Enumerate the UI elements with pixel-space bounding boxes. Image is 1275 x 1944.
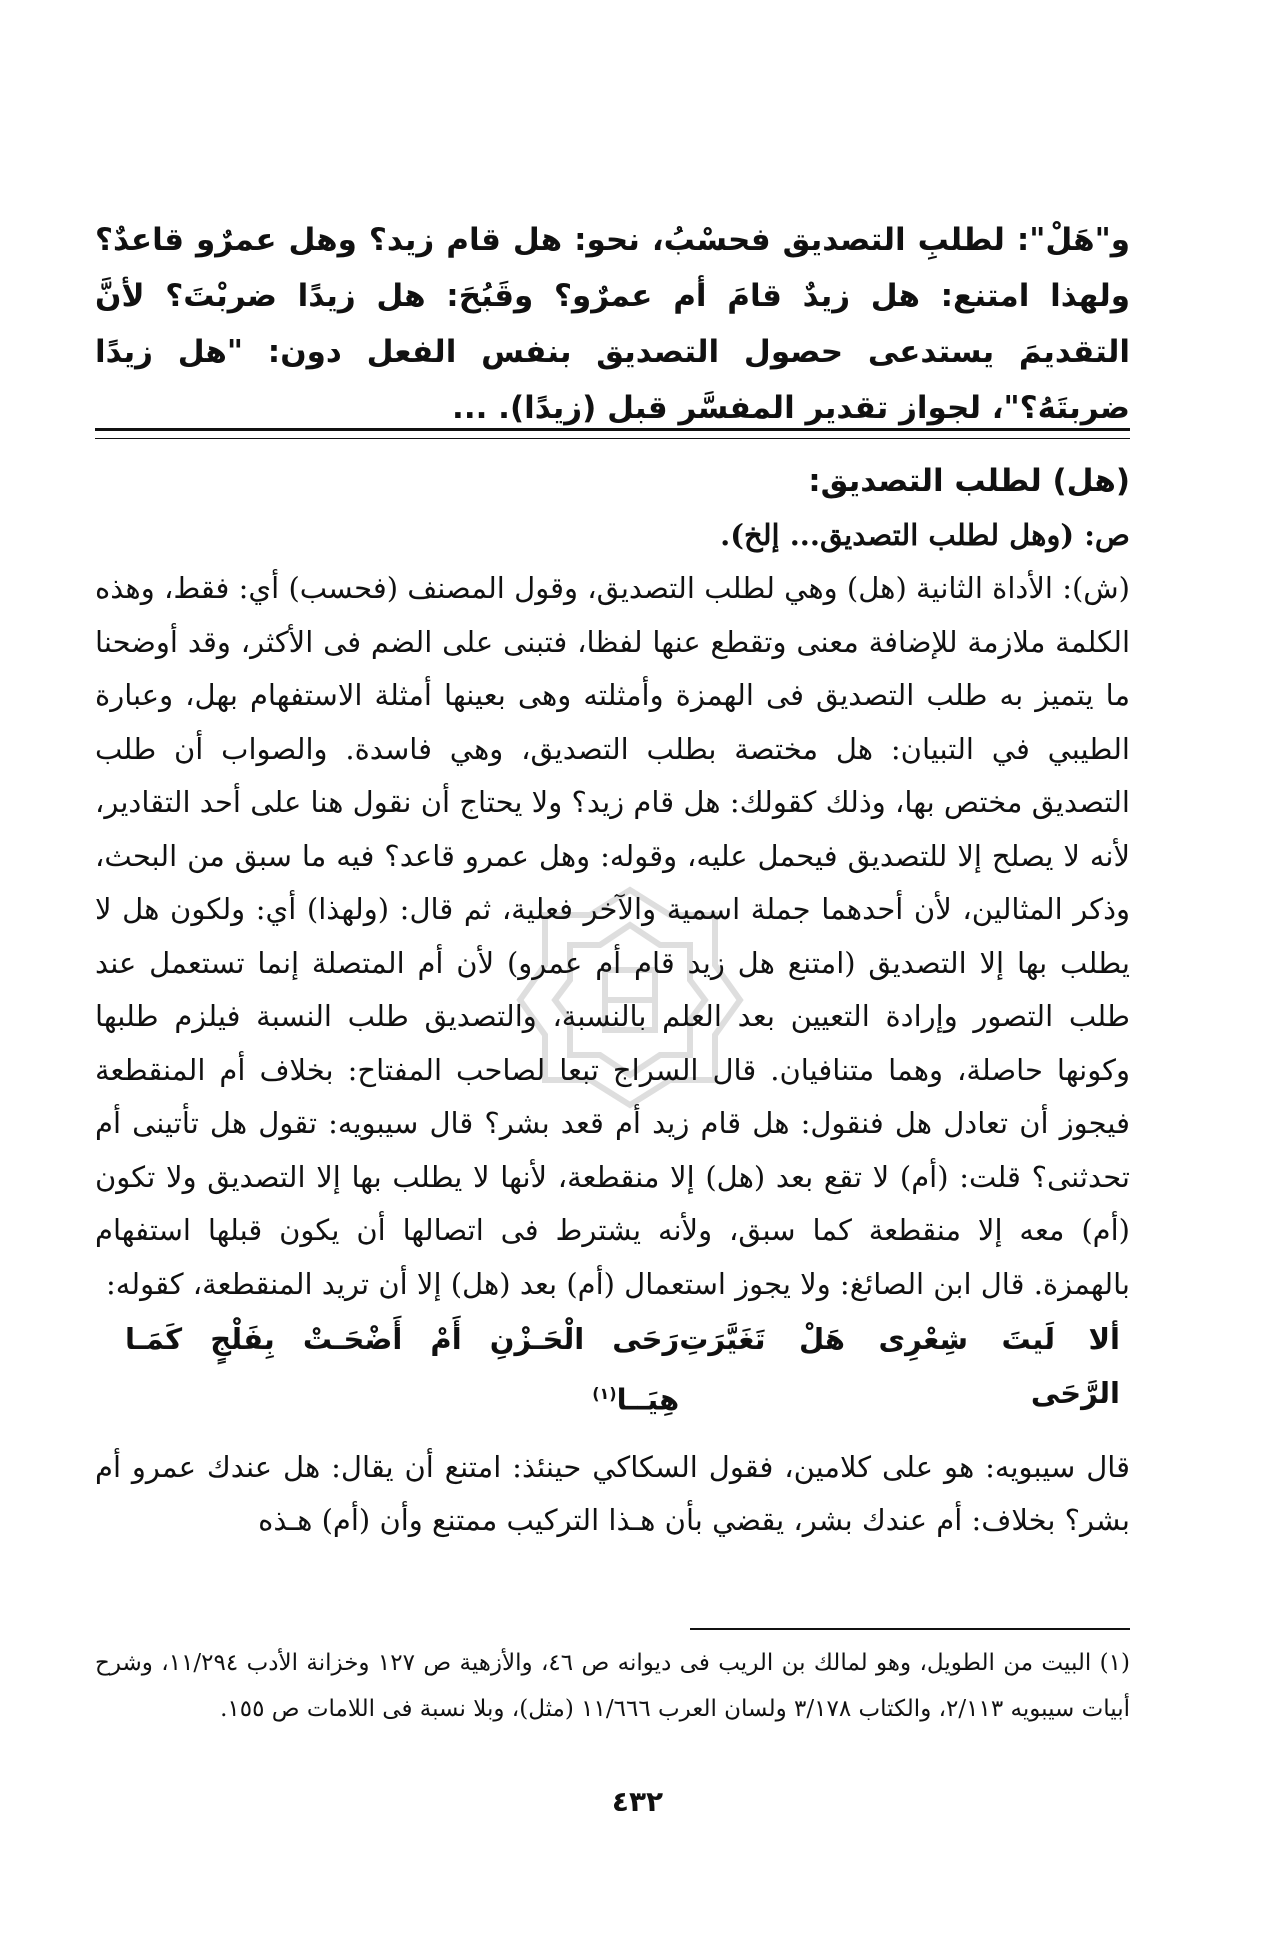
footnote-separator-rule — [690, 1628, 1130, 1630]
poem-hemistich-2 — [125, 1313, 679, 1427]
section-heading: (هل) لطلب التصديق: — [808, 463, 1130, 499]
matn-separator-rule — [95, 428, 1130, 439]
sharh-paragraph-1: (ش): الأداة الثانية (هل) وهي لطلب التصديق، وقول المصنف (فحسب) أي: فقط، وهذه الكلمة ملازمة للإضافة معنى وتقطع عنها لفظا، فتبنى على الضم فى الأكثر، وقد أوضحنا ما يتميز به طلب التصديق فى الهمزة وأمثلته وهى بعينها أمثلة الاستفهام بهل، وعبارة الطيبي في التبيان: هل مختصة بطلب التصديق، وهي فاسدة. والصواب أن طلب التصديق مختص بها، وذلك كقولك: هل قام زيد؟ ولا يحتاج أن نقول هنا على أحد التقادير، لأنه لا يصلح إلا للتصديق فيحمل عليه، وقوله: وهل عمرو قاعد؟ فيه ما سبق من البحث، وذكر المثالين، لأن أحدهما جملة اسمية والآخر فعلية، ثم قال: (ولهذا) أي: ولكون هل لا يطلب بها إلا التصديق (امتنع هل زيد قام أم عمرو) لأن أم المتصلة إنما تستعمل عند طلب التصور وإرادة التعيين بعد العلم بالنسبة، والتصديق طلب النسبة فيلزم طلبها وكونها حاصلة، وهما متنافيان. قال السراج تبعا لصاحب المفتاح: بخلاف أم المنقطعة فيجوز أن تعادل هل فنقول: هل قام زيد أم قعد بشر؟ قال سيبويه: تقول هل تأتينى أم تحدثنى؟ قلت: (أم) لا تقع بعد (هل) إلا منقطعة، لأنها لا يطلب بها إلا التصديق ولا تكون (أم) معه إلا منقطعة كما سبق، ولأنه يشترط فى اتصالها أن يكون قبلها استفهام بالهمزة. قال ابن الصائغ: ولا يجوز استعمال (أم) بعد (هل) إلا أن تريد المنقطعة، كقوله: — [95, 571, 1130, 1301]
footnotes-block — [95, 1640, 1130, 1732]
sad-quote-line: ص: (وهل لطلب التصديق... إلخ). — [720, 517, 1130, 552]
footnote-marker: (١) — [592, 1383, 617, 1403]
matn-paragraph: و"هَلْ": لطلبِ التصديق فحسْبُ، نحو: هل قام زيد؟ وهل عمرٌو قاعدٌ؟ ولهذا امتنع: هل زيدٌ قامَ أم عمرٌو؟ وقَبُحَ: هل زيدًا ضربْتَ؟ لأنَّ التقديمَ يستدعى حصول التصديق بنفس الفعل دون: "هل زيدًا ضربتَهُ؟"، لجواز تقدير المفسَّر قبل (زيدًا). ... — [95, 222, 1130, 426]
sharh-text-block — [95, 455, 1130, 1548]
page-number: ٤٣٢ — [611, 1785, 664, 1818]
footnote-1: (١) البيت من الطويل، وهو لمالك بن الريب فى ديوانه ص ٤٦، والأزهية ص ١٢٧ وخزانة الأدب ١١/٢٩٤، وشرح أبيات سيبويه ٢/١١٣، والكتاب ٣/١٧٨ ولسان العرب ١١/٦٦٦ (مثل)، وبلا نسبة فى اللامات ص ١٥٥. — [95, 1650, 1130, 1722]
poem-hemistich-1: ألا لَيتَ شِعْرِى هَلْ تَغَيَّرَتِ الرَّحَى — [679, 1322, 1120, 1410]
matn-text-block — [95, 212, 1130, 436]
sharh-paragraph-2: قال سيبويه: هو على كلامين، فقول السكاكي حينئذ: امتنع أن يقال: هل عندك عمرو أم بشر؟ بخلاف: أم عندك بشر، يقضي بأن هـذا التركيب ممتنع وأن (أم) هـذه — [95, 1449, 1130, 1538]
poem-verse — [95, 1313, 1130, 1427]
poem-hemistich-2-text: رَحَى الْحَـزْنِ أَمْ أَضْحَـتْ بِفَلْجٍ كَمَـا هِيَــا — [125, 1322, 680, 1417]
